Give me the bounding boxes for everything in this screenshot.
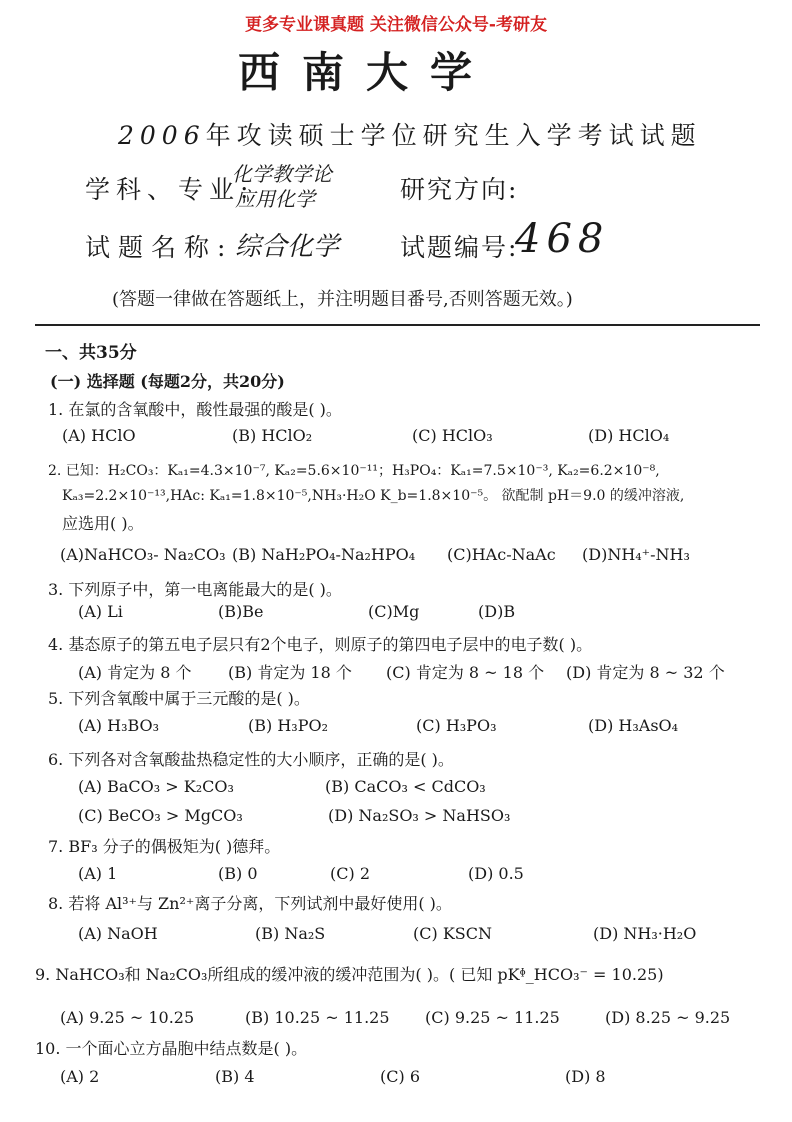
question-7-option-d: (D) 0.5 xyxy=(468,864,524,883)
question-2-stem-2: Kₐ₃=2.2×10⁻¹³,HAc: Kₐ₁=1.8×10⁻⁵,NH₃·H₂O K_b=1.8×10⁻⁵。 欲配制 pH＝9.0 的缓冲溶液, xyxy=(62,488,685,504)
question-9-stem: 9. NaHCO₃和 Na₂CO₃所组成的缓冲液的缓冲范围为( )。( 已知 pKᶲ_HCO₃⁻ = 10.25) xyxy=(35,965,664,984)
question-4-option-d: (D) 肯定为 8 ~ 32 个 xyxy=(566,663,725,682)
question-9-option-c: (C) 9.25 ~ 11.25 xyxy=(425,1008,560,1027)
subject-value-1: 化学教学论 xyxy=(232,162,332,186)
question-6-option-b: (B) CaCO₃ < CdCO₃ xyxy=(325,777,486,796)
question-2-option-a: (A)NaHCO₃- Na₂CO₃ xyxy=(60,545,226,564)
question-6-option-c: (C) BeCO₃ > MgCO₃ xyxy=(78,806,243,825)
question-4-stem: 4. 基态原子的第五电子层只有2个电子，则原子的第四电子层中的电子数( )。 xyxy=(48,635,593,654)
question-7-option-c: (C) 2 xyxy=(330,864,370,883)
question-3-stem: 3. 下列原子中，第一电离能最大的是( )。 xyxy=(48,580,342,599)
question-1-option-c: (C) HClO₃ xyxy=(412,426,493,445)
paper-name-value: 综合化学 xyxy=(235,232,340,262)
question-1-stem: 1. 在氯的含氧酸中，酸性最强的酸是( )。 xyxy=(48,400,342,419)
header-divider xyxy=(35,324,760,326)
question-4-option-a: (A) 肯定为 8 个 xyxy=(78,663,192,682)
question-3-option-d: (D)B xyxy=(478,602,516,621)
question-2-option-c: (C)HAc-NaAc xyxy=(447,545,556,564)
paper-name-label: 试题名称: xyxy=(85,233,234,262)
question-9-option-d: (D) 8.25 ~ 9.25 xyxy=(605,1008,731,1027)
question-6-stem: 6. 下列各对含氧酸盐热稳定性的大小顺序，正确的是( )。 xyxy=(48,750,454,769)
question-8-option-c: (C) KSCN xyxy=(413,924,492,943)
question-10-option-b: (B) 4 xyxy=(215,1067,255,1086)
question-7-option-b: (B) 0 xyxy=(218,864,258,883)
question-10-option-d: (D) 8 xyxy=(565,1067,606,1086)
question-7-stem: 7. BF₃ 分子的偶极矩为( )德拜。 xyxy=(48,837,281,856)
question-2-stem: 2. 已知：H₂CO₃：Kₐ₁=4.3×10⁻⁷, Kₐ₂=5.6×10⁻¹¹；H₃PO₄：Kₐ₁=7.5×10⁻³, Kₐ₂=6.2×10⁻⁸, xyxy=(48,463,660,479)
question-5-option-b: (B) H₃PO₂ xyxy=(248,716,328,735)
question-6-option-d: (D) Na₂SO₃ > NaHSO₃ xyxy=(328,806,511,825)
question-3-option-b: (B)Be xyxy=(218,602,264,621)
question-9-option-a: (A) 9.25 ~ 10.25 xyxy=(60,1008,195,1027)
question-8-stem: 8. 若将 Al³⁺与 Zn²⁺离子分离，下列试剂中最好使用( )。 xyxy=(48,894,452,913)
subject-label: 学科、专业: xyxy=(85,175,255,204)
question-3-option-c: (C)Mg xyxy=(368,602,420,621)
question-1-option-b: (B) HClO₂ xyxy=(232,426,313,445)
paper-code-value: 468 xyxy=(515,216,610,262)
question-6-option-a: (A) BaCO₃ > K₂CO₃ xyxy=(78,777,234,796)
question-5-option-a: (A) H₃BO₃ xyxy=(78,716,160,735)
question-4-option-b: (B) 肯定为 18 个 xyxy=(228,663,352,682)
section-subtitle: (一) 选择题 (每题2分，共20分) xyxy=(50,372,285,391)
question-3-option-a: (A) Li xyxy=(78,602,123,621)
question-5-option-d: (D) H₃AsO₄ xyxy=(588,716,679,735)
question-5-option-c: (C) H₃PO₃ xyxy=(416,716,497,735)
subject-value-2: 应用化学 xyxy=(235,187,315,211)
question-8-option-a: (A) NaOH xyxy=(78,924,158,943)
question-9-option-b: (B) 10.25 ~ 11.25 xyxy=(245,1008,390,1027)
question-1-option-a: (A) HClO xyxy=(62,426,136,445)
exam-title: 年攻读硕士学位研究生入学考试试题 xyxy=(205,121,702,150)
question-8-option-d: (D) NH₃·H₂O xyxy=(593,924,697,943)
question-10-stem: 10. 一个面心立方晶胞中结点数是( )。 xyxy=(35,1039,308,1058)
question-7-option-a: (A) 1 xyxy=(78,864,118,883)
question-8-option-b: (B) Na₂S xyxy=(255,924,326,943)
question-1-option-d: (D) HClO₄ xyxy=(588,426,670,445)
paper-code-label: 试题编号: xyxy=(400,233,519,262)
watermark-banner: 更多专业课真题 关注微信公众号-考研友 xyxy=(245,15,547,35)
question-2-stem-3: 应选用( )。 xyxy=(62,514,144,533)
exam-title-line xyxy=(118,116,702,152)
direction-label: 研究方向: xyxy=(400,175,519,204)
exam-year: 2006 xyxy=(118,121,206,150)
question-10-option-c: (C) 6 xyxy=(380,1067,420,1086)
question-5-stem: 5. 下列含氧酸中属于三元酸的是( )。 xyxy=(48,689,310,708)
question-2-option-d: (D)NH₄⁺-NH₃ xyxy=(582,545,690,564)
answer-note: (答题一律做在答题纸上，并注明题目番号,否则答题无效。) xyxy=(112,289,573,310)
question-2-option-b: (B) NaH₂PO₄-Na₂HPO₄ xyxy=(232,545,416,564)
question-4-option-c: (C) 肯定为 8 ~ 18 个 xyxy=(386,663,545,682)
section-title: 一、共35分 xyxy=(45,343,137,363)
question-10-option-a: (A) 2 xyxy=(60,1067,100,1086)
university-name: 西南大学 xyxy=(238,48,495,97)
